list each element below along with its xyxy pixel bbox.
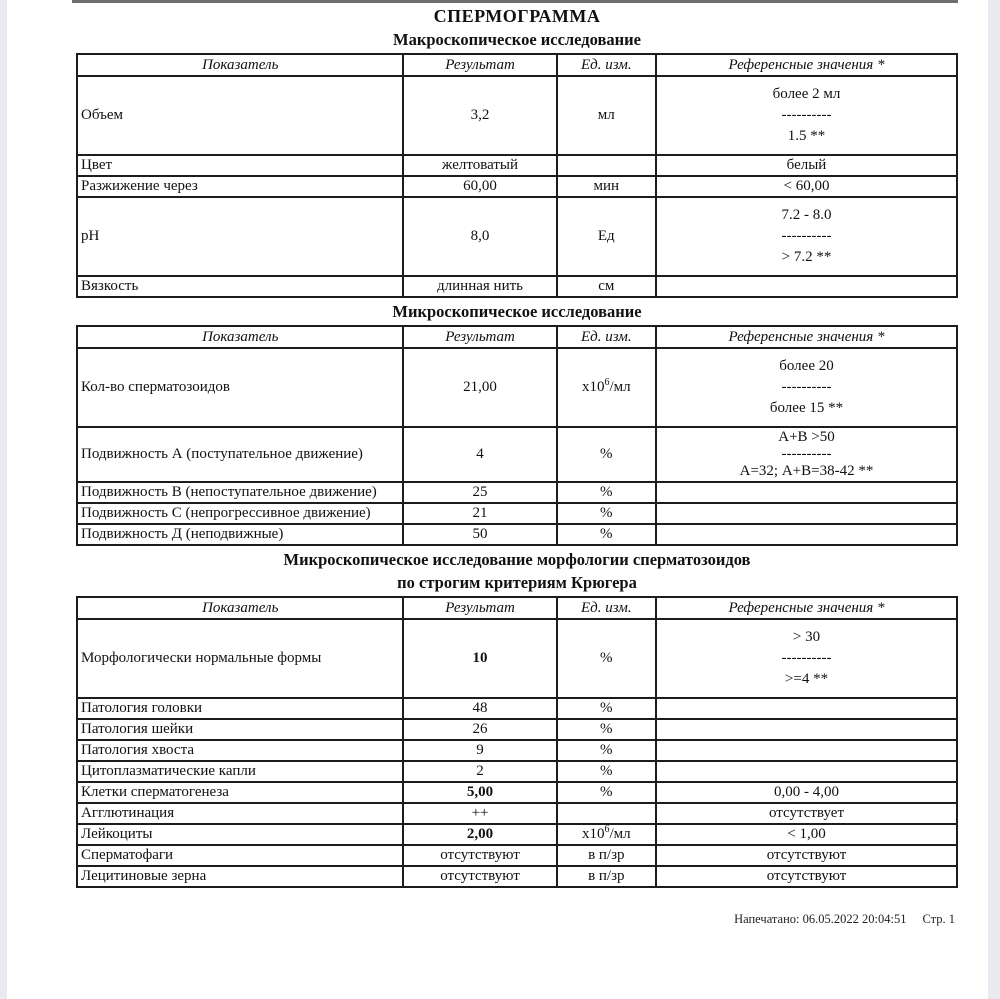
unit-cell: мин (557, 176, 656, 197)
parameter-name-cell: Подвижность В (непоступательное движение) (77, 482, 403, 503)
header-row (77, 54, 957, 76)
unit-cell (557, 803, 656, 824)
result-cell: 60,00 (403, 176, 556, 197)
reference-line: А=32; А+В=38-42 ** (739, 463, 874, 479)
column-header: Результат (403, 326, 556, 348)
unit-superscript: 6 (604, 377, 610, 388)
table-row (77, 761, 957, 782)
header-row (77, 326, 957, 348)
unit-cell: мл (557, 76, 656, 155)
result-cell: 26 (403, 719, 556, 740)
section-title: Макроскопическое исследование (393, 30, 641, 49)
reference-cell (656, 619, 957, 698)
table-header (77, 54, 957, 76)
header-row (77, 597, 957, 619)
unit-cell: % (557, 503, 656, 524)
parameter-name-cell: Подвижность С (непрогрессивное движение) (77, 503, 403, 524)
column-header: Референсные значения * (656, 597, 957, 619)
reference-cell: 0,00 - 4,00 (656, 782, 957, 803)
reference-line: ---------- (781, 107, 832, 123)
results-table (76, 596, 958, 888)
table-row (77, 176, 957, 197)
column-header: Показатель (77, 326, 403, 348)
left-margin-strip (0, 0, 7, 999)
reference-cell (656, 197, 957, 276)
column-header: Ед. изм. (557, 597, 656, 619)
reference-cell (656, 698, 957, 719)
section-title: по строгим критериям Крюгера (397, 573, 637, 592)
parameter-name-cell: pH (77, 197, 403, 276)
right-margin-strip (988, 0, 1000, 999)
report-sections (76, 30, 958, 888)
result-cell: 9 (403, 740, 556, 761)
parameter-name-cell: Цвет (77, 155, 403, 176)
reference-cell (656, 719, 957, 740)
result-cell: длинная нить (403, 276, 556, 297)
parameter-name-cell: Патология головки (77, 698, 403, 719)
unit-cell: % (557, 740, 656, 761)
unit-cell: см (557, 276, 656, 297)
unit-cell: % (557, 524, 656, 545)
reference-cell: отсутствуют (656, 866, 957, 887)
table-row (77, 719, 957, 740)
parameter-name-cell: Вязкость (77, 276, 403, 297)
column-header: Референсные значения * (656, 326, 957, 348)
unit-cell: в п/зр (557, 866, 656, 887)
parameter-name-cell: Разжижение через (77, 176, 403, 197)
reference-cell (656, 76, 957, 155)
result-cell: 4 (403, 427, 556, 482)
reference-line: более 20 (779, 358, 834, 374)
table-row (77, 76, 957, 155)
table-row (77, 276, 957, 297)
report-content (76, 6, 958, 892)
column-header: Ед. изм. (557, 326, 656, 348)
table-body (77, 76, 957, 297)
unit-cell: % (557, 761, 656, 782)
parameter-name-cell: Сперматофаги (77, 845, 403, 866)
table-row (77, 824, 957, 845)
results-table (76, 325, 958, 546)
page-title: СПЕРМОГРАММА (433, 6, 601, 26)
result-cell: 2,00 (403, 824, 556, 845)
result-cell: 5,00 (403, 782, 556, 803)
table-row (77, 155, 957, 176)
result-cell: 25 (403, 482, 556, 503)
table-row (77, 866, 957, 887)
print-footer (734, 912, 955, 927)
table-header (77, 326, 957, 348)
reference-cell (656, 482, 957, 503)
column-header: Ед. изм. (557, 54, 656, 76)
table-row (77, 619, 957, 698)
reference-line: ---------- (781, 446, 832, 462)
reference-cell (656, 503, 957, 524)
column-header: Результат (403, 597, 556, 619)
parameter-name-cell: Патология хвоста (77, 740, 403, 761)
reference-cell (656, 348, 957, 427)
table-row (77, 427, 957, 482)
unit-cell: в п/зр (557, 845, 656, 866)
result-cell: желтоватый (403, 155, 556, 176)
table-header (77, 597, 957, 619)
table-body (77, 348, 957, 545)
column-header: Показатель (77, 597, 403, 619)
unit-cell: % (557, 698, 656, 719)
unit-superscript: 6 (604, 824, 610, 835)
reference-cell: отсутствуют (656, 845, 957, 866)
result-cell: 21 (403, 503, 556, 524)
reference-cell (656, 276, 957, 297)
result-cell: 48 (403, 698, 556, 719)
reference-cell: < 60,00 (656, 176, 957, 197)
table-row (77, 845, 957, 866)
parameter-name-cell: Подвижность Д (неподвижные) (77, 524, 403, 545)
unit-cell: % (557, 619, 656, 698)
result-cell: 2 (403, 761, 556, 782)
reference-line: 7.2 - 8.0 (781, 207, 832, 223)
result-cell: 3,2 (403, 76, 556, 155)
reference-cell (656, 524, 957, 545)
unit-cell: % (557, 427, 656, 482)
reference-line: > 7.2 ** (781, 249, 832, 265)
table-row (77, 698, 957, 719)
parameter-name-cell: Лецитиновые зерна (77, 866, 403, 887)
table-row (77, 524, 957, 545)
table-row (77, 348, 957, 427)
table-row (77, 503, 957, 524)
result-cell: ++ (403, 803, 556, 824)
unit-cell: % (557, 782, 656, 803)
result-cell: 8,0 (403, 197, 556, 276)
unit-cell (557, 155, 656, 176)
table-body (77, 619, 957, 887)
result-cell: отсутствуют (403, 845, 556, 866)
result-cell: 10 (403, 619, 556, 698)
reference-line: ---------- (781, 650, 832, 666)
result-cell: 50 (403, 524, 556, 545)
reference-cell: < 1,00 (656, 824, 957, 845)
parameter-name-cell: Морфологически нормальные формы (77, 619, 403, 698)
parameter-name-cell: Клетки сперматогенеза (77, 782, 403, 803)
reference-line: ---------- (781, 379, 832, 395)
top-divider-line (72, 0, 958, 3)
parameter-name-cell: Объем (77, 76, 403, 155)
reference-cell (656, 740, 957, 761)
printed-timestamp: Напечатано: 06.05.2022 20:04:51 (734, 912, 907, 926)
reference-line: более 2 мл (772, 86, 841, 102)
parameter-name-cell: Кол-во сперматозоидов (77, 348, 403, 427)
section-title: Микроскопическое исследование морфологии сперматозоидов (283, 550, 751, 569)
unit-cell: $x10^6/мл$ (557, 348, 656, 427)
unit-cell: % (557, 719, 656, 740)
section-title: Микроскопическое исследование (392, 302, 642, 321)
reference-cell: белый (656, 155, 957, 176)
table-row (77, 482, 957, 503)
result-cell: отсутствуют (403, 866, 556, 887)
reference-line: более 15 ** (769, 400, 844, 416)
reference-line: А+В >50 (778, 429, 835, 445)
reference-line: 1.5 ** (787, 128, 826, 144)
page-number: Стр. 1 (922, 912, 955, 926)
table-row (77, 197, 957, 276)
reference-line: ---------- (781, 228, 832, 244)
reference-line: >=4 ** (784, 671, 829, 687)
parameter-name-cell: Подвижность А (поступательное движение) (77, 427, 403, 482)
column-header: Показатель (77, 54, 403, 76)
table-row (77, 782, 957, 803)
reference-cell: отсутствует (656, 803, 957, 824)
results-table (76, 53, 958, 298)
column-header: Референсные значения * (656, 54, 957, 76)
reference-cell (656, 427, 957, 482)
table-row (77, 740, 957, 761)
column-header: Результат (403, 54, 556, 76)
unit-cell: % (557, 482, 656, 503)
parameter-name-cell: Цитоплазматические капли (77, 761, 403, 782)
unit-cell: Ед (557, 197, 656, 276)
result-cell: 21,00 (403, 348, 556, 427)
parameter-name-cell: Патология шейки (77, 719, 403, 740)
reference-line: > 30 (792, 629, 821, 645)
parameter-name-cell: Лейкоциты (77, 824, 403, 845)
reference-cell (656, 761, 957, 782)
parameter-name-cell: Агглютинация (77, 803, 403, 824)
table-row (77, 803, 957, 824)
unit-cell: $x10^6/мл$ (557, 824, 656, 845)
